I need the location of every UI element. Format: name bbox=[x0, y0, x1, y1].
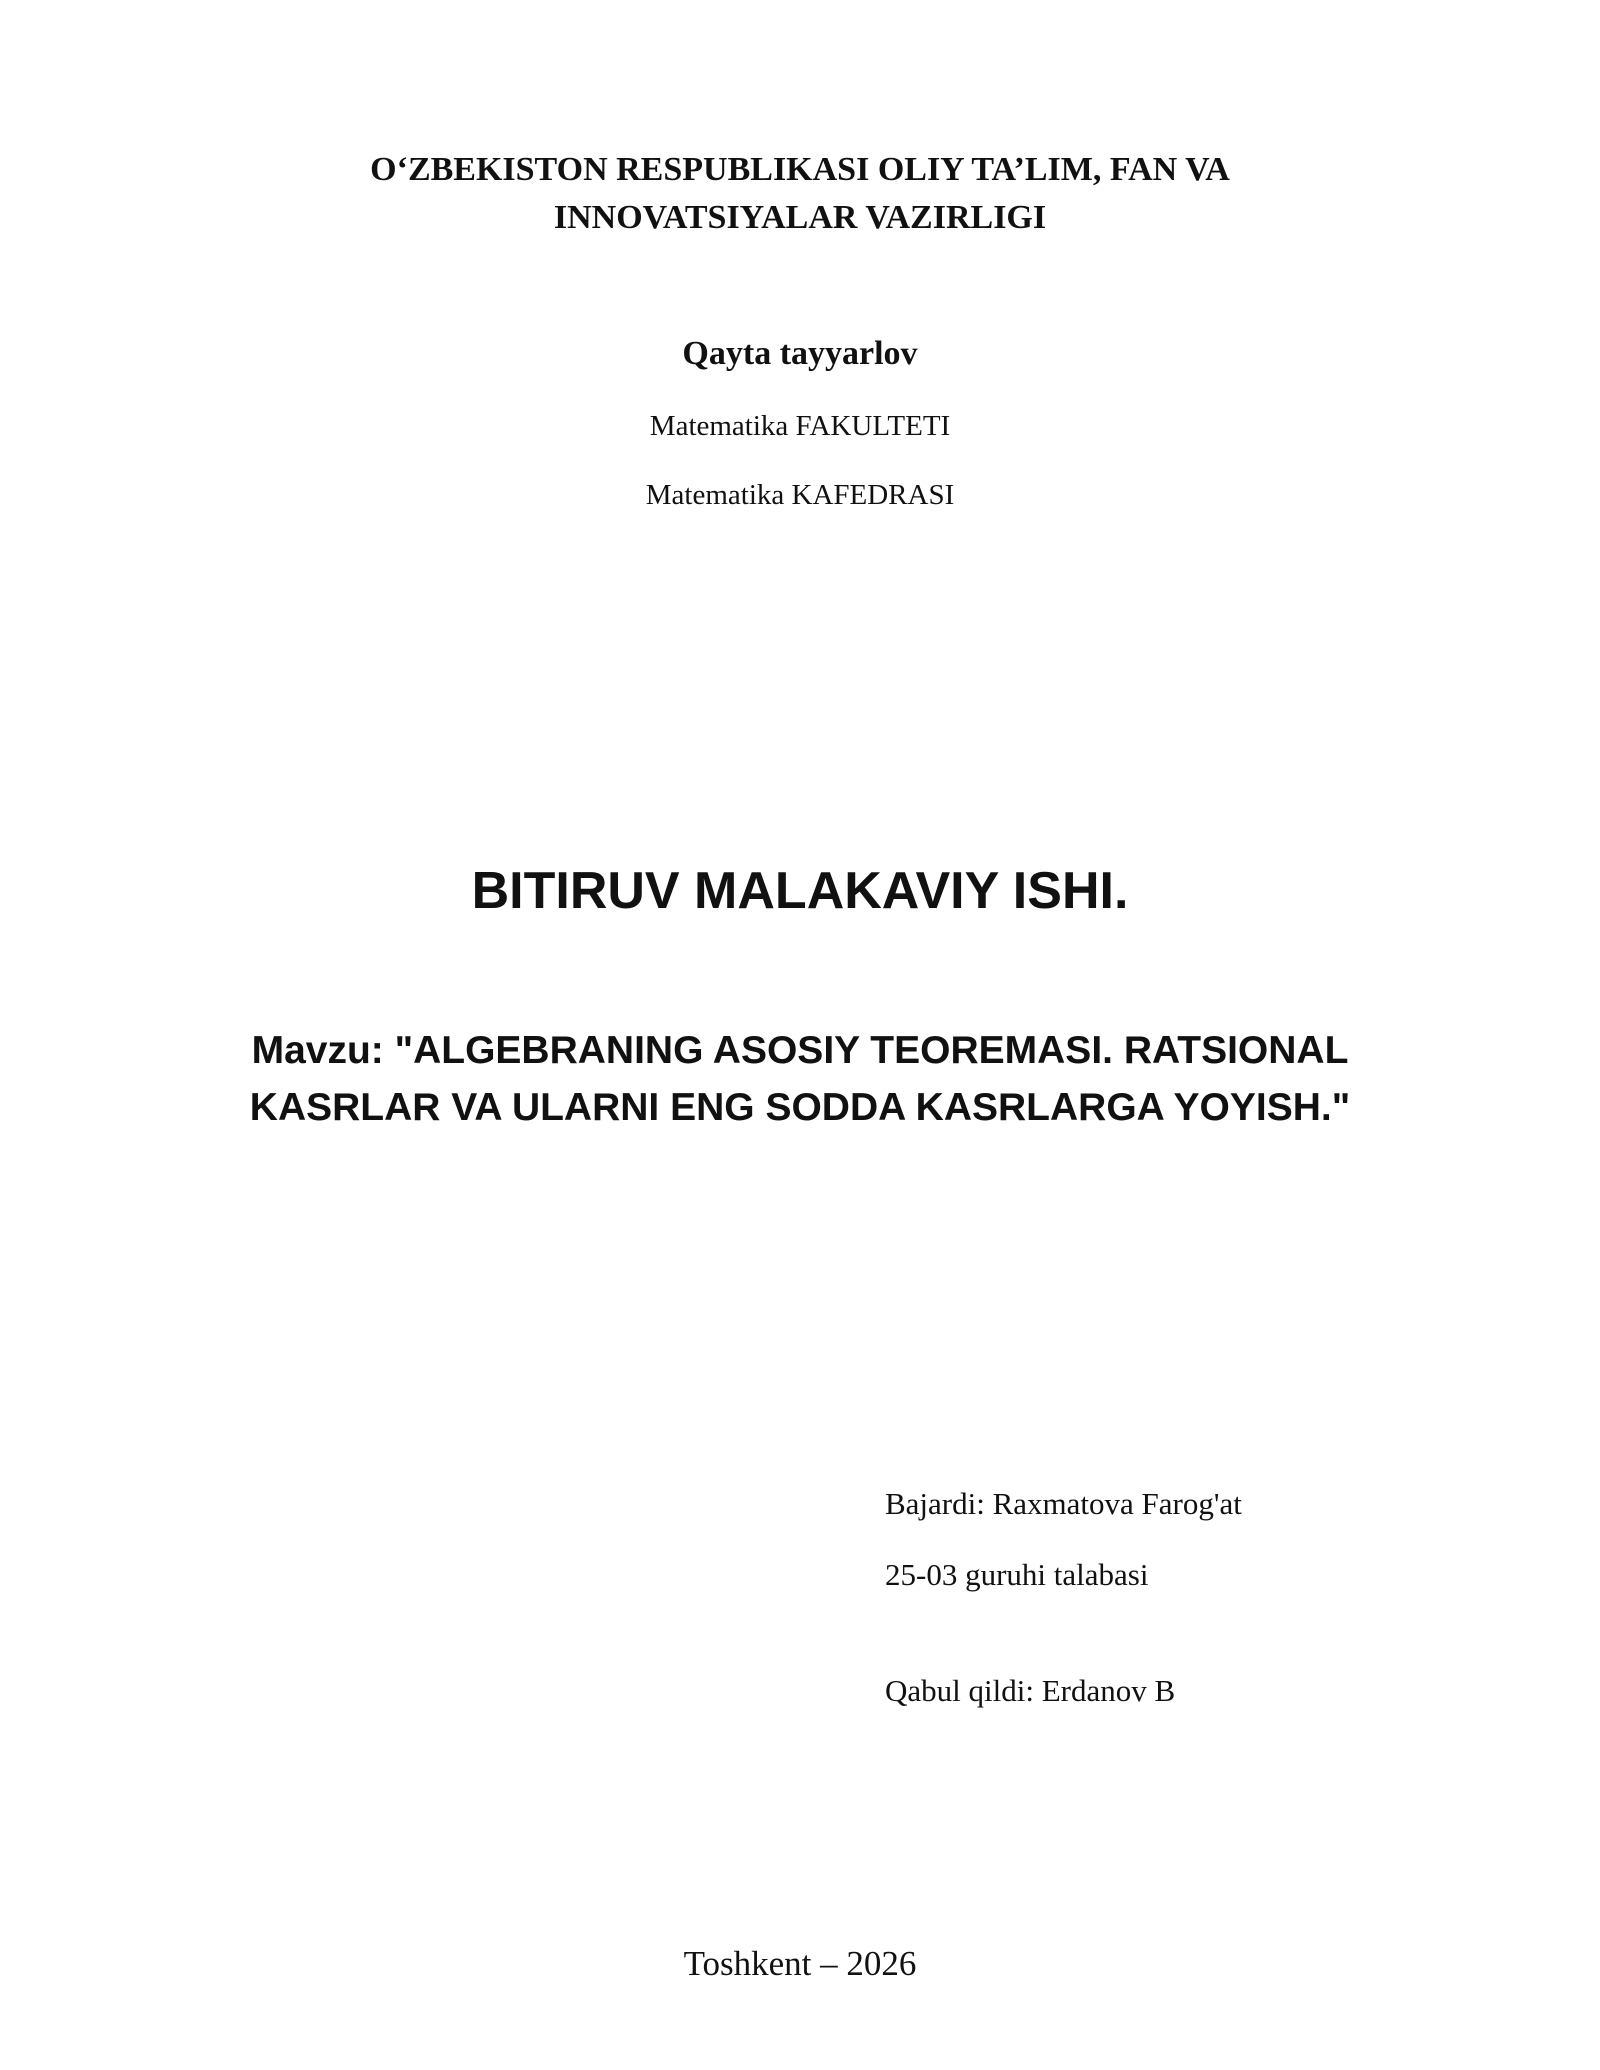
faculty-name: Matematika FAKULTETI bbox=[649, 410, 951, 442]
topic-line-2: KASRLAR VA ULARNI ENG SODDA KASRLARGA YOYISH." bbox=[249, 1086, 1351, 1129]
topic-heading bbox=[0, 1022, 1600, 1136]
ministry-heading bbox=[0, 146, 1600, 242]
ministry-line-2: INNOVATSIYALAR VAZIRLIGI bbox=[553, 199, 1047, 236]
student-group: 25-03 guruhi talabasi bbox=[885, 1557, 1149, 1592]
department-name: Matematika KAFEDRASI bbox=[645, 479, 955, 511]
performed-by: Bajardi: Raxmatova Farog'at bbox=[885, 1486, 1242, 1521]
program-heading: Qayta tayyarlov bbox=[682, 335, 918, 372]
document-title: BITIRUV MALAKAVIY ISHI. bbox=[471, 862, 1129, 920]
accepted-by: Qabul qildi: Erdanov B bbox=[885, 1673, 1176, 1708]
topic-line-1: Mavzu: "ALGEBRANING ASOSIY TEOREMASI. RATSIONAL bbox=[251, 1029, 1349, 1072]
place-and-year: Toshkent – 2026 bbox=[683, 1944, 917, 1983]
ministry-line-1: O‘ZBEKISTON RESPUBLIKASI OLIY TA’LIM, FAN VA bbox=[370, 151, 1230, 188]
